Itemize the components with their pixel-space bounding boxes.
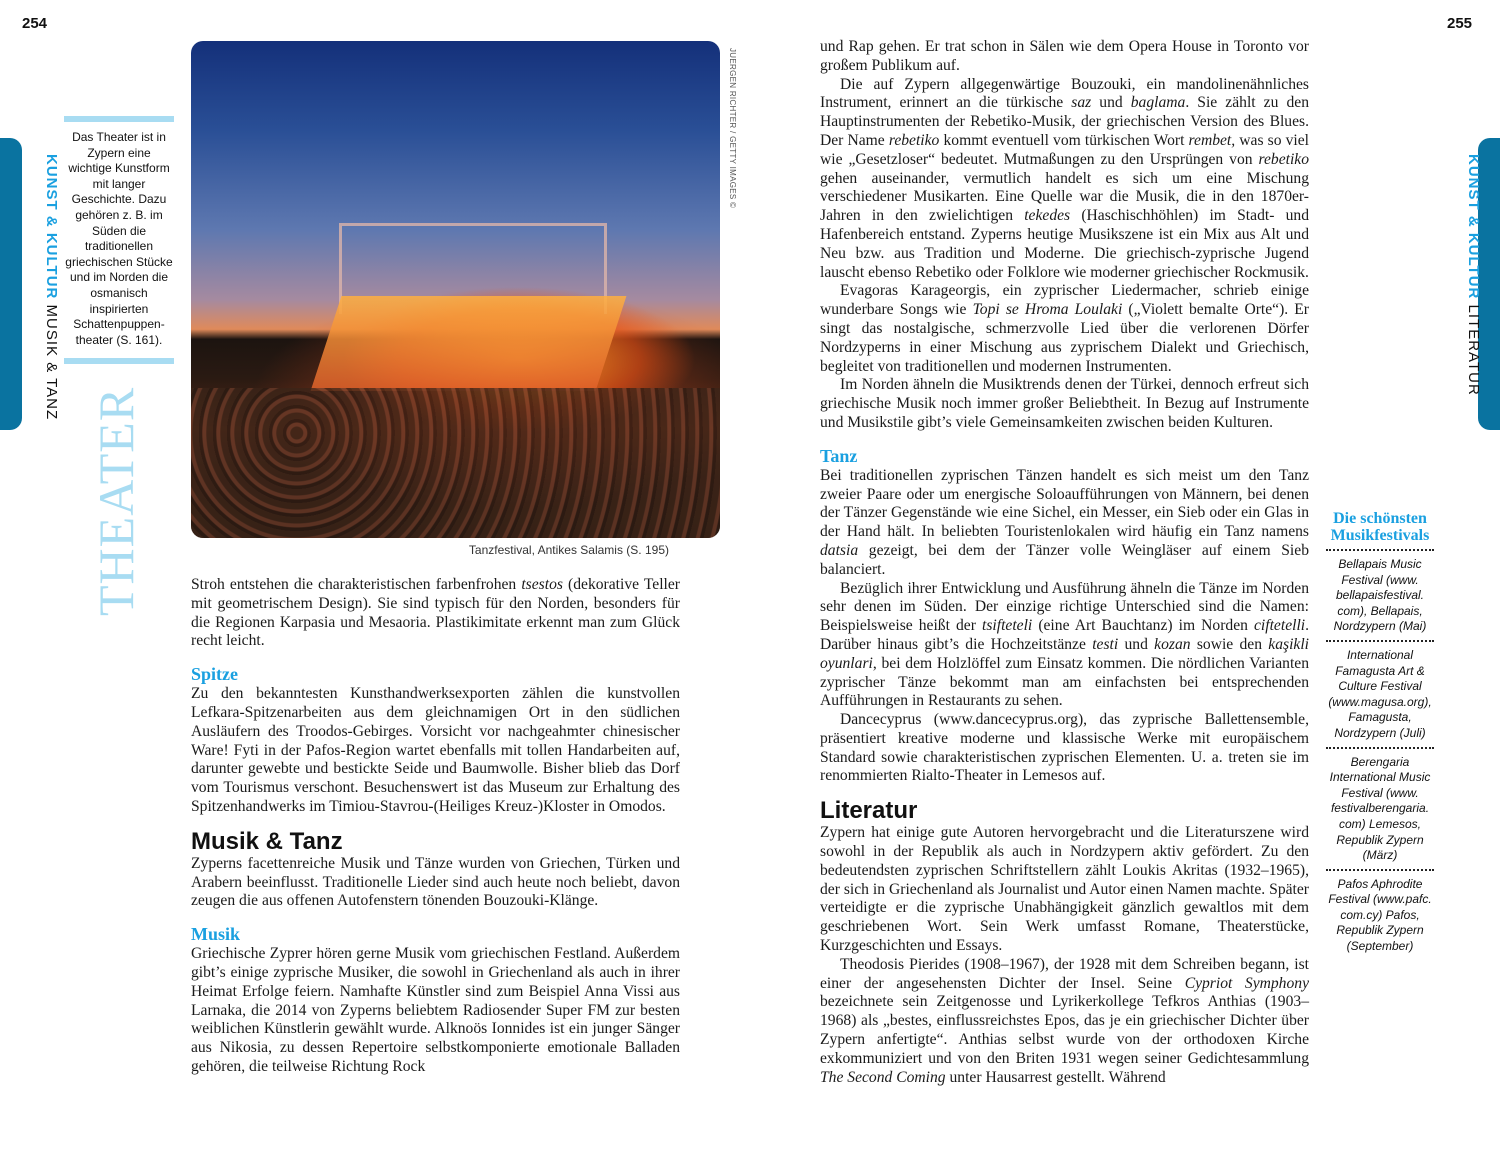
- continuation-paragraph: und Rap gehen. Er trat schon in Sälen wie dem Opera House in Toronto vor großem Publikum auf.: [820, 38, 1309, 74]
- thumb-tab-left: [0, 138, 22, 430]
- italic-term: kaşikli oyunlari: [820, 635, 1310, 672]
- text-run: („Violett bemalte Orte“). Er singt das nostalgische, schmerzvolle Lied über die verlorenen Dörfer Nordzyperns in einer Mischung aus zyprischem Dialekt und Griechisch, begleitet von traditionellen und modernen Instrumenten.: [820, 301, 1309, 375]
- text-run: unter Hausarrest gestellt. Während: [945, 1068, 1166, 1086]
- literatur-paragraph: Zypern hat einige gute Autoren hervorgebracht und die Literaturszene wird sowohl in der Republik als auch in Nordzypern aktiv gefördert. Zu den bedeutendsten zyprischen Schriftstellern zählt Loukis Akritas (1932–1965), der sich in Griechenland als Journalist und Autor einen Namen machte. Später verteidigte er die zyprische Unabhängigkeit gänzlich gewaltlos mit dem geschriebenen Wort. Sein Werk umfasst Romane, Theaterstücke, Kurzgeschichten und Essays.: [820, 824, 1309, 955]
- festival-sidebar: [1326, 510, 1434, 960]
- page-number-left: 254: [22, 15, 48, 32]
- dancecyprus-paragraph: Dancecyprus (www.dancecyprus.org), das zyprische Ballettensemble, präsentiert kreative moderne und klassische Werke mit europäischem Standard sowie charakteristischen zyprischen Elementen. U. a. treten sie im renommierten Rialto-Theater in Lemesos auf.: [820, 711, 1309, 785]
- theater-photo: [191, 41, 720, 538]
- running-head-left: [43, 154, 60, 420]
- heading-spitze: Spitze: [191, 664, 238, 685]
- festival-item: International Famagusta Art & Culture Festival (www.magusa.org), Famagusta, Nordzypern (Juli): [1326, 642, 1434, 749]
- italic-term: rebetiko: [888, 131, 940, 149]
- italic-term: Topi se Hroma Loulaki: [972, 301, 1123, 319]
- text-run: bezeichnete sein Zeitgenosse und Lyrikerkollege Tefkros Anthias (1903–1968) als „bestes, einflussreichstes Epos, das je ein griechischer Dichter über Zypern anfertigte“. Anthias selbst wurde von der orthodoxen Kirche exkommuniziert und von den Briten 1931 wegen seiner Gedichtesammlung: [820, 993, 1309, 1067]
- heading-musik: Musik: [191, 924, 241, 945]
- text-run: kommt eventuell vom türkischen Wort: [939, 131, 1189, 149]
- text-run: gehen auseinander, vermutlich handelt es sich um eine Mischung verschiedener Musikarten. Eine Quelle war die Musik, die in den 1870er-Jahren in den zwielichtigen: [820, 169, 1309, 225]
- text-run: . Darüber hinaus gibt’s die Hochzeitstänze: [820, 617, 1310, 653]
- norden-paragraph: Im Norden ähneln die Musiktrends denen der Türkei, dennoch erfreut sich griechische Musik noch immer großer Beliebtheit. In Bezug auf Instrumente und Musikstile gibt’s viele Gemeinsamkeiten zwischen beiden Kulturen.: [820, 376, 1309, 431]
- intro-paragraph: [191, 576, 680, 651]
- photo-caption: Tanzfestival, Antikes Salamis (S. 195): [468, 543, 669, 557]
- musik-paragraph: Griechische Zyprer hören gerne Musik vom griechischen Festland. Außerdem gibt’s einige zyprische Musiker, die sowohl in Griechenland als auch in ihrer Heimat Erfolge feiern. Namhafte Künstler sind zum Beispiel Anna Vissi aus Larnaka, die 2014 von Zyperns beliebtem Radiosender Super FM zur besten weiblichen Künstlerin gewählt wurde. Alknoös Ionnides ist ein junger Sänger aus Nikosia, zu dessen Repertoire selbstkomponierte emotionale Balladen gehören, die teilweise Richtung Rock: [191, 945, 680, 1075]
- text-run: , bei dem Holzlöffel zum Einsatz kommen. Die nördlichen Varianten zyprischer Tänze bekommt man am einfachsten bei entsprechenden Aufführungen in Restaurants zu sehen.: [820, 654, 1309, 710]
- audience: [191, 388, 720, 538]
- text-run: . Sie zählt zu den Hauptinstrumenten der Rebetiko-Musik, der griechischen Version des Blues. Der Name: [820, 94, 1309, 149]
- tanz-paragraph: [820, 467, 1309, 580]
- running-head-topic: MUSIK & TANZ: [43, 304, 60, 421]
- text-run: Stroh entstehen die charakteristischen farbenfrohen: [191, 576, 522, 593]
- left-column: [191, 576, 680, 1077]
- italic-term: baglama: [1130, 94, 1186, 112]
- italic-term: tsestos: [521, 576, 563, 593]
- italic-term: kozan: [1154, 635, 1191, 653]
- bouzouki-paragraph: [820, 76, 1309, 283]
- running-head-topic: LITERATUR: [1465, 304, 1482, 396]
- text-run: und: [1091, 94, 1131, 112]
- stage: [311, 296, 627, 391]
- text-run: Die auf Zypern allgegenwärtige Bouzouki, ein mandolinenähnliches Instrument, erinnert an die türkische: [820, 75, 1309, 112]
- italic-term: tekedes: [1024, 207, 1071, 225]
- italic-term: rebetiko: [1258, 150, 1309, 168]
- heading-literatur: Literatur: [820, 797, 918, 825]
- karageorgis-paragraph: [820, 282, 1309, 376]
- text-run: Bezüglich ihrer Entwicklung und Ausführung ähneln die Tänze im Norden sehr denen im Süden. Der einzige richtige Unterschied sind die Namen: Beispielsweise heißt der: [820, 579, 1309, 635]
- text-run: gezeigt, bei dem der Tänzer volle Weingläser auf einem Sieb balanciert.: [820, 541, 1309, 578]
- text-run: sowie den: [1190, 635, 1269, 653]
- italic-term: Cypriot Symphony: [1184, 974, 1309, 992]
- italic-term: tsifteteli: [982, 617, 1033, 635]
- photo-credit: JUERGEN RICHTER / GETTY IMAGES ©: [728, 48, 737, 209]
- text-run: (dekorative Teller mit geometrischem Design). Sie sind typisch für den Norden, besonders für die Regionen Karpasia und Mesaoria. Plastikimitate erkennt man zum Glück recht leicht.: [191, 576, 681, 650]
- entwicklung-paragraph: [820, 580, 1309, 712]
- musik-tanz-paragraph: Zyperns facettenreiche Musik und Tänze wurden von Griechen, Türken und Arabern beeinflusst. Traditionelle Lieder sind auch heute noch beliebt, davon zeugen die aus offenen Autofenstern tönenden Bouzouki-Klänge.: [191, 854, 680, 910]
- festival-item: Berengaria International Music Festival (www. festivalberengaria. com) Lemesos, Republik Zypern (März): [1326, 749, 1434, 871]
- text-run: was so viel wie „Gesetzloser“ bedeutet. Mutmaßungen zu den Ursprüngen von: [820, 131, 1310, 168]
- text-run: Theodosis Pierides (1908–1967), der 1928 mit dem Schreiben begann, ist einer der angesehensten Dichter der Insel. Seine: [820, 955, 1309, 992]
- right-column: [820, 38, 1309, 1087]
- italic-term: ciftetelli: [1254, 617, 1306, 635]
- spitze-paragraph: Zu den bekanntesten Kunsthandwerksexporten zählen die kunstvollen Lefkara-Spitzenarbeiten aus dem gleichnamigen Ort in den südlichen Ausläufern des Troodos-Gebirges. Vorsicht vor nachgeahmter chinesischer Ware! Fyti in der Pafos-Region wartet ebenfalls mit tollen Handarbeiten auf, darunter gewebte und bestickte Seide und Baumwolle. Bisher blieb das Dorf vom Tourismus verschont. Besuchenswert ist das Museum zur Erhaltung des Spitzenhandwerks im Timiou-Stavrou-(Heiliges Kreuz-)Kloster in Omodos.: [191, 685, 680, 815]
- running-head-right: [1465, 154, 1482, 396]
- festival-item: Pafos Aphrodite Festival (www.pafc. com.cy) Pafos, Republik Zypern (September): [1328, 876, 1432, 954]
- text-run: Evagoras Karageorgis, ein zyprischer Liedermacher, schrieb einige wunderbare Songs wie: [820, 282, 1309, 319]
- text-run: (eine Art Bauchtanz) im Norden: [1032, 617, 1255, 635]
- theater-vertical-title: THEATER: [88, 386, 144, 616]
- italic-term: saz: [1071, 94, 1092, 112]
- festival-item: Bellapais Music Festival (www. bellapaisfestival. com), Bellapais, Nordzypern (Mai): [1326, 551, 1434, 642]
- sidebar-quote-text: Das Theater ist in Zypern eine wichtige Kunstform mit langer Geschichte. Dazu gehören z. B. im Süden die traditionellen griechischen Stücke und im Norden die osmanisch inspirierten Schattenpuppentheater (S. 161).: [65, 130, 173, 347]
- italic-term: testi: [1092, 635, 1119, 653]
- text-run: (Haschischhöhlen) im Stadt- und Hafenbereich entstand. Zyperns heutige Musikszene ist ein Mix aus Alt und Neu bzw. aus Tradition und Moderne. Die griechisch-zyprische Jugend lauscht ebenso Rebetiko oder Folklore wie moderner griechischer Rockmusik.: [820, 207, 1309, 281]
- page-number-right: 255: [1447, 15, 1473, 32]
- pierides-paragraph: [820, 956, 1309, 1088]
- italic-term: rembet,: [1188, 131, 1236, 149]
- italic-term: datsia: [820, 541, 859, 559]
- text-run: und: [1118, 635, 1155, 653]
- text-run: Bei traditionellen zyprischen Tänzen handelt es sich meist um den Tanz zweier Paare oder um energische Soloaufführungen von Männern, bei denen der Tänzer Gegenstände wie eine Sichel, ein Messer, ein Sieb oder ein Glas in der Hand hält. In beliebten Touristenlokalen wird häufig ein Tanz namens: [820, 466, 1309, 541]
- sidebar-quote: [64, 116, 174, 364]
- heading-musik-tanz: Musik & Tanz: [191, 827, 343, 855]
- heading-tanz: Tanz: [820, 445, 858, 466]
- running-head-section: KUNST & KULTUR: [43, 154, 60, 300]
- italic-term: The Second Coming: [820, 1068, 946, 1086]
- festival-sidebar-title: Die schönsten Musikfestivals: [1326, 510, 1434, 551]
- running-head-section: KUNST & KULTUR: [1465, 154, 1482, 300]
